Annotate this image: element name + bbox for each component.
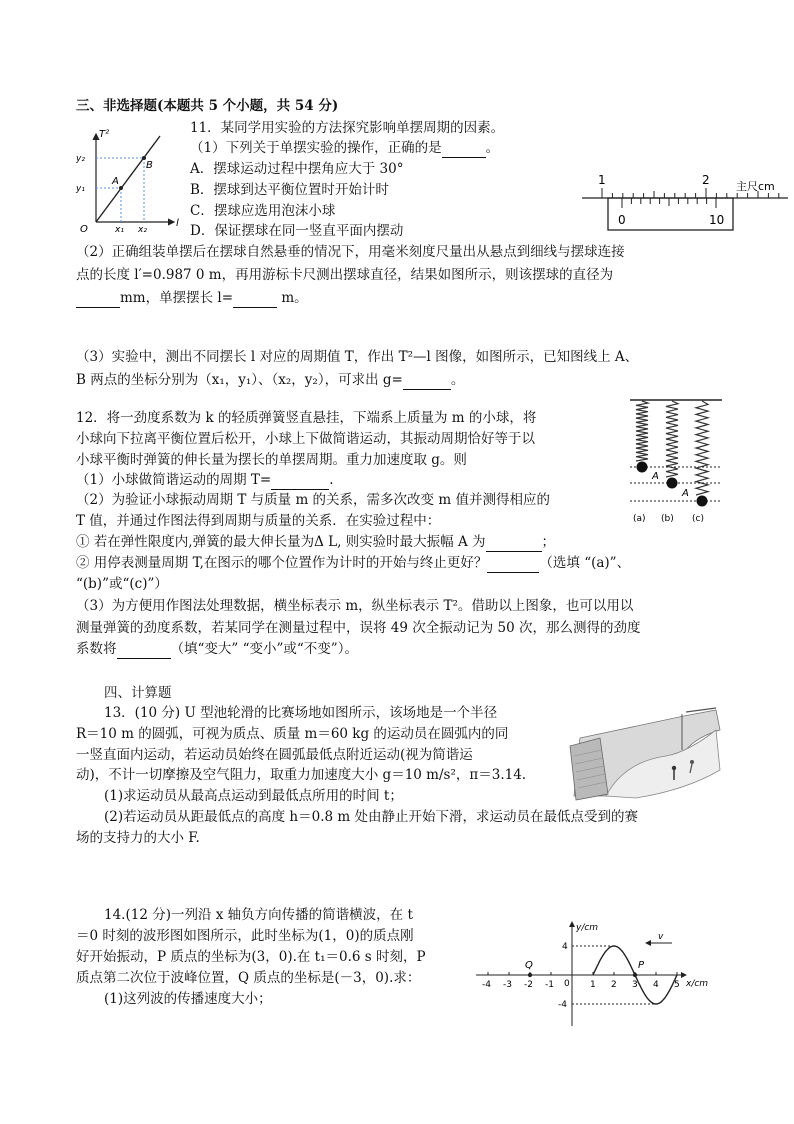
- skater-1-head: [672, 766, 676, 770]
- spring-coil: [696, 401, 708, 495]
- q12-amplitude-blank[interactable]: [486, 533, 542, 552]
- q12-sub2-end: （选填 “(a)”、: [539, 555, 631, 571]
- q12-sub1-text: ① 若在弹性限度内,弹簧的最大伸长量为Δ L, 则实验时最大振幅 A 为: [76, 534, 486, 550]
- label-c: (c): [692, 514, 704, 524]
- x-tick-label: 5: [674, 980, 680, 990]
- q12-part2-line1: （2）为验证小球振动周期 T 与质量 m 的关系，需多次改变 m 值并测得相应的: [76, 492, 550, 508]
- vernier-caliper-figure: [578, 168, 790, 234]
- origin-label: O: [80, 224, 88, 235]
- y-tick-4: 4: [562, 942, 568, 952]
- q14-sub1: (1)这列波的传播速度大小；: [104, 991, 272, 1007]
- main-scale-label-1: 1: [598, 173, 606, 187]
- q11-option-c: C．摆球应选用泡沫小球: [190, 203, 336, 219]
- q11-length-blank[interactable]: [233, 289, 277, 308]
- q11-part3-line1: （3）实验中，测出不同摆长 l 对应的周期值 T，作出 T²—l 图像，如图所示，已知图线上 A、: [76, 349, 639, 365]
- q14-line2: ＝0 时刻的波形图如图所示，此时坐标为(1，0)的质点刚: [76, 928, 414, 944]
- q14-line4: 质点第二次位于波峰位置，Q 质点的坐标是(－3，0).求：: [76, 970, 421, 986]
- q11-stem: 11．某同学用实验的方法探究影响单摆周期的因素。: [190, 120, 505, 136]
- x1-label: x₁: [115, 225, 124, 235]
- x-axis-label: l: [176, 218, 179, 229]
- y1-label: y₁: [76, 184, 85, 194]
- q11-part3-end: 。: [450, 372, 465, 388]
- q11-part2-line3: [76, 289, 308, 308]
- q12-part3-line3-a: 系数将: [76, 641, 117, 657]
- q13-sub1: (1)求运动员从最高点运动到最低点所用的时间 t；: [104, 788, 403, 804]
- q11-g-blank[interactable]: [403, 371, 451, 390]
- section4-title: 四、计算题: [104, 685, 172, 701]
- x-tick-label: -2: [524, 980, 533, 990]
- q12-part3-line2: 测量弹簧的劲度系数，若某同学在测量过程中，误将 49 次全振动记为 50 次，那么测得的劲度: [76, 620, 641, 636]
- q12-stiffness-blank[interactable]: [117, 640, 171, 659]
- q11-option-d: D．保证摆球在同一竖直平面内摆动: [190, 223, 404, 239]
- q11-part1-text: （1）下列关于单摆实验的操作，正确的是: [190, 140, 442, 156]
- x2-label: x₂: [138, 225, 147, 235]
- x-tick-label: -4: [482, 980, 491, 990]
- y-tick-neg4: -4: [558, 1000, 567, 1010]
- q12-sub1-end: ；: [541, 534, 556, 550]
- q11-part2-line3-a: mm，单摆摆长 l=: [120, 290, 234, 306]
- q11-part2-line1: （2）正确组装单摆后在摆球自然悬垂的情况下，用毫米刻度尺量出从悬点到细线与摆球连接: [76, 244, 625, 260]
- label-a: (a): [633, 514, 646, 524]
- q12-sub2-text: ② 用停表测量周期 T,在图示的哪个位置作为计时的开始与终止更好？: [76, 555, 488, 571]
- q13-line1: 13．(10 分) U 型池轮滑的比赛场地如图所示，该场地是一个半径: [104, 705, 498, 721]
- q12-part1-end: .: [329, 472, 334, 488]
- spring-coil: [666, 401, 678, 477]
- q11-part1-blank[interactable]: [442, 139, 486, 158]
- q12-period-blank[interactable]: [271, 471, 329, 490]
- x-axis-label: x/cm: [686, 979, 709, 989]
- vernier-label-10: 10: [709, 213, 725, 227]
- q14-line1: 14.(12 分)一列沿 x 轴负方向传播的简谐横波，在 t: [104, 907, 413, 923]
- q12-line3: 小球平衡时弹簧的伸长量为摆长的单摆周期。重力加速度取 g。则: [76, 452, 467, 468]
- q12-part1-text: （1）小球做简谐运动的周期 T=: [76, 472, 272, 488]
- halfpipe-picture: [566, 706, 728, 802]
- point-p: [633, 973, 637, 977]
- q11-part2-line2: 点的长度 l′=0.987 0 m，再用游标卡尺测出摆球直径，结果如图所示，则该摆球的直径为: [76, 267, 614, 283]
- q11-option-b: B．摆球到达平衡位置时开始计时: [190, 182, 389, 198]
- q12-part2-line2: T 值，并通过作图法得到周期与质量的关系．在实验过程中：: [76, 513, 441, 529]
- x-tick-label: 2: [611, 980, 617, 990]
- spring-figure: [628, 397, 724, 527]
- q12-part1: [76, 471, 334, 490]
- q12-sub2: [76, 554, 630, 573]
- x-tick-label: 1: [590, 980, 596, 990]
- main-scale-name: 主尺cm: [736, 180, 775, 193]
- q13-line3: 一竖直面内运动，若运动员始终在圆弧最低点附近运动(视为简谐运: [76, 747, 473, 763]
- ball-a: [637, 462, 648, 473]
- velocity-label: v: [658, 932, 664, 942]
- point-q: [528, 973, 532, 977]
- origin-label: 0: [564, 979, 570, 989]
- point-a-label: A: [112, 176, 119, 187]
- ball-c: [697, 496, 708, 507]
- vernier-label-0: 0: [618, 213, 626, 227]
- spring-coil: [636, 401, 648, 461]
- q12-position-blank[interactable]: [487, 554, 539, 573]
- amplitude-label-1: A: [652, 471, 659, 482]
- q12-sub1: [76, 533, 555, 552]
- y-axis-label: y/cm: [576, 923, 599, 933]
- ball-b: [667, 478, 678, 489]
- point-b-label: B: [146, 160, 153, 171]
- y2-label: y₂: [76, 154, 85, 164]
- point-p-label: P: [638, 960, 645, 971]
- q11-part1-end: 。: [485, 140, 500, 156]
- q11-part1: [190, 139, 499, 158]
- skater-2-head: [690, 760, 694, 764]
- main-scale-label-2: 2: [702, 173, 710, 187]
- q11-part3-line2-text: B 两点的坐标分别为（x₁，y₁）、（x₂，y₂），可求出 g=: [76, 372, 403, 388]
- q12-part3-line3: [76, 640, 358, 659]
- x-tick-label: -3: [503, 980, 512, 990]
- q11-option-a: A．摆球运动过程中摆角应大于 30°: [190, 161, 404, 177]
- q13-line4: 动)，不计一切摩擦及空气阻力，取重力加速度大小 g＝10 m/s²，π＝3.14.: [76, 767, 527, 783]
- point-q-label: Q: [525, 960, 533, 971]
- vernier-scale-ticks: [622, 198, 716, 208]
- q12-line2: 小球向下拉离平衡位置后松开，小球上下做简谐运动，其振动周期恰好等于以: [76, 431, 535, 447]
- q11-part2-line3-b: m。: [277, 290, 308, 306]
- x-tick-label: -1: [545, 980, 554, 990]
- q13-line2: R＝10 m 的圆弧，可视为质点、质量 m＝60 kg 的运动员在圆弧内的同: [76, 726, 509, 742]
- q11-part3-line2: [76, 371, 464, 390]
- q11-t2-l-graph: [72, 128, 184, 235]
- q11-diameter-blank[interactable]: [76, 289, 120, 308]
- q12-part3-line3-b: （填“变大” “变小”或“不变”）。: [170, 641, 358, 657]
- wave-graph: [472, 918, 709, 1030]
- x-tick-labels: [482, 980, 680, 990]
- q13-sub2-line2: 场的支持力的大小 F.: [76, 830, 200, 846]
- y-axis-label: T²: [99, 129, 110, 140]
- q12-sub2-line2: “(b)”或“(c)”）: [76, 576, 168, 592]
- q14-line3: 好开始振动，P 质点的坐标为(3，0).在 t₁＝0.6 s 时刻，P: [76, 949, 426, 965]
- x-tick-label: 4: [653, 980, 659, 990]
- graph-line: [96, 136, 160, 222]
- q13-sub2-line1: (2)若运动员从距最低点的高度 h＝0.8 m 处由静止开始下滑，求运动员在最低点受到的赛: [104, 809, 638, 825]
- q12-line1: 12．将一劲度系数为 k 的轻质弹簧竖直悬挂，下端系上质量为 m 的小球，将: [76, 410, 537, 426]
- label-b: (b): [661, 514, 674, 524]
- amplitude-label-2: A: [682, 488, 689, 499]
- x-tick-label: 3: [632, 980, 638, 990]
- section3-title: 三、非选择题(本题共 5 个小题，共 54 分): [76, 98, 339, 114]
- q12-part3-line1: （3）为方便用作图法处理数据，横坐标表示 m，纵坐标表示 T²。借助以上图象，也可以用以: [76, 598, 634, 614]
- point-a: [119, 186, 123, 190]
